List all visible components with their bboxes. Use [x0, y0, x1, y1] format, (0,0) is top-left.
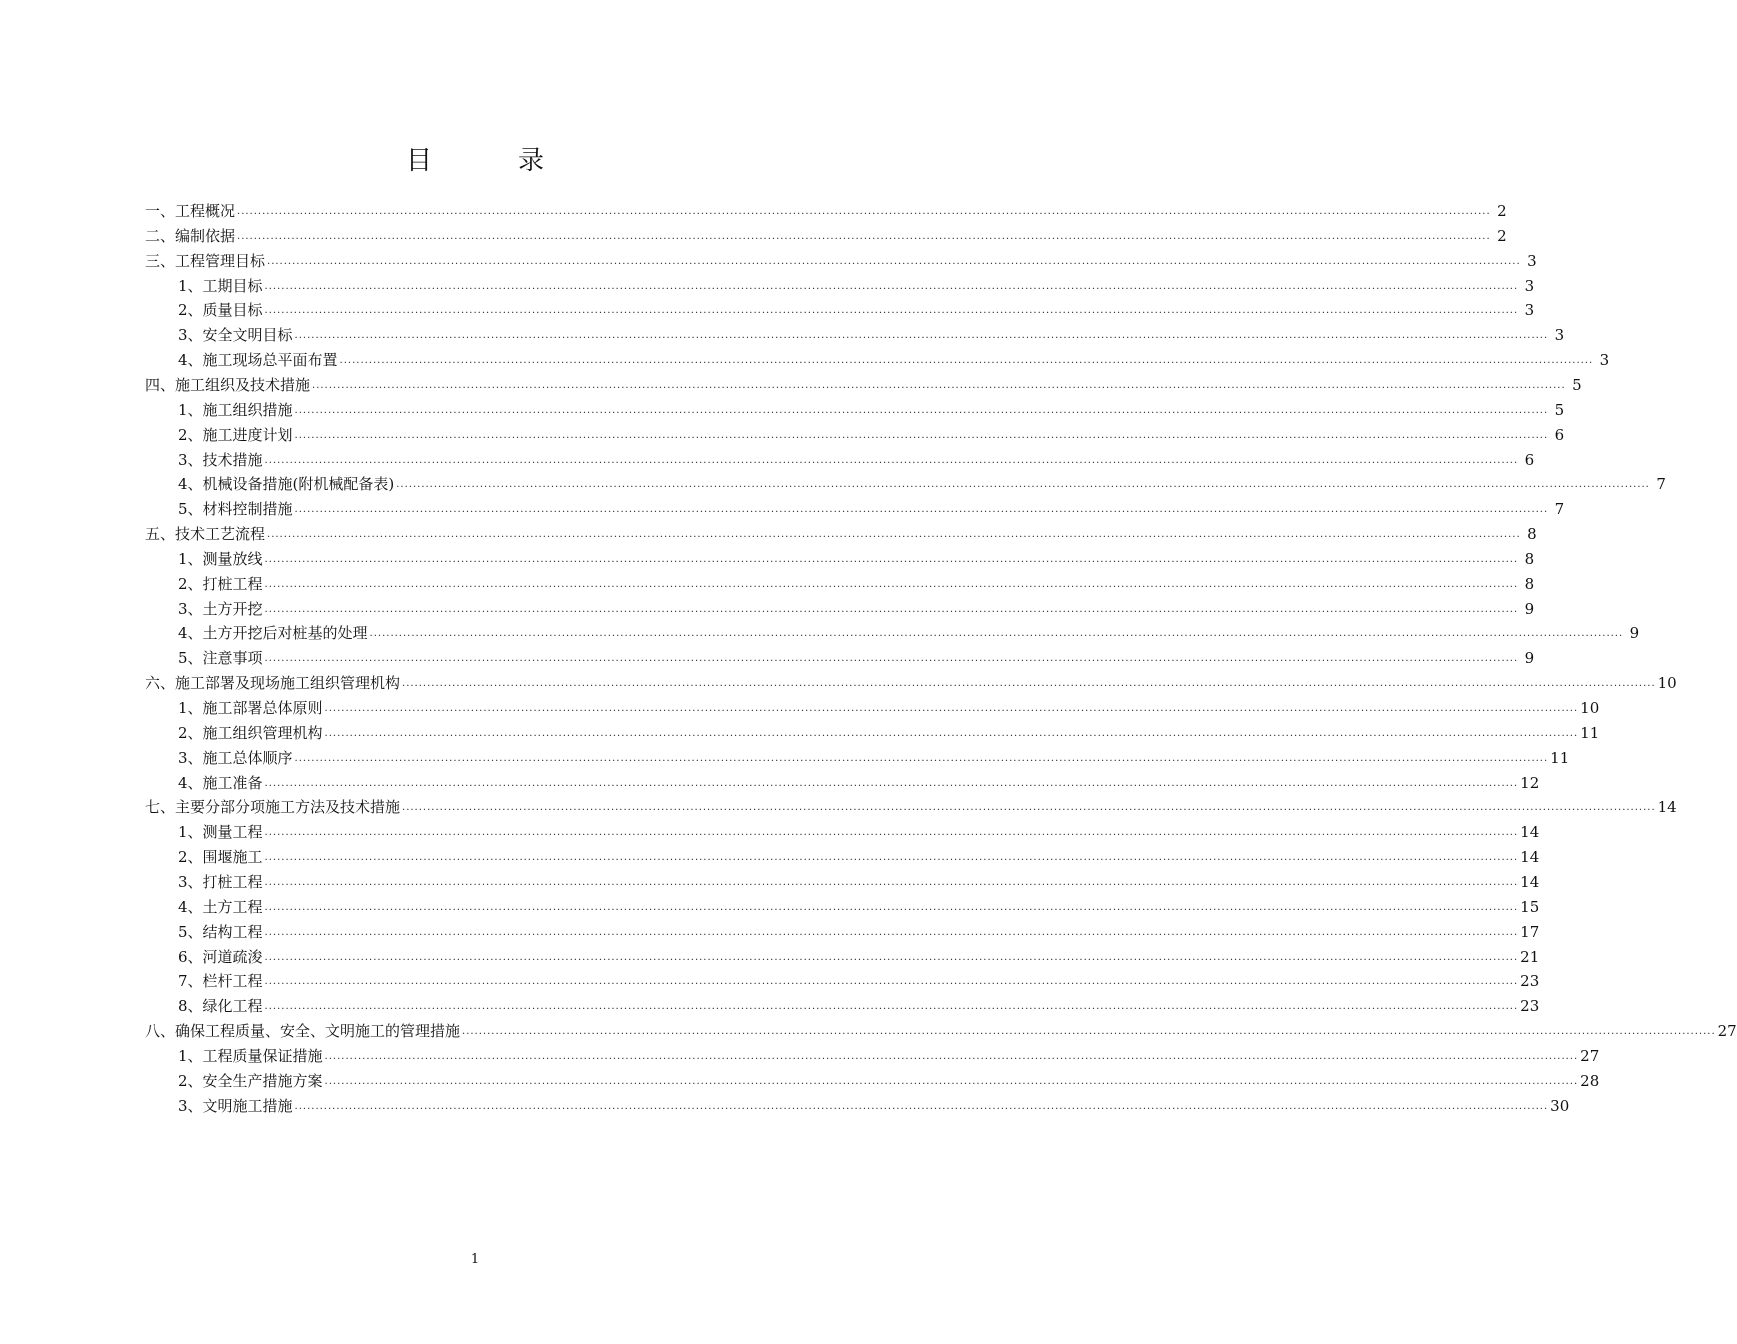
- toc-subsection-entry[interactable]: [178, 445, 1535, 469]
- toc-subsection-entry[interactable]: [178, 892, 1540, 916]
- toc-entry-label: 1、施工部署总体原则: [178, 699, 323, 717]
- toc-leader-dots: ............................................................................................................................................................................................................................................................................................................: [324, 1050, 1579, 1062]
- toc-subsection-entry[interactable]: [178, 295, 1535, 320]
- toc-subsection-entry[interactable]: [178, 1041, 1600, 1065]
- toc-entry-label: 1、工程质量保证措施: [178, 1046, 323, 1065]
- toc-section-entry[interactable]: [145, 792, 1677, 817]
- toc-entry-page: 27: [1717, 1022, 1737, 1041]
- toc-leader-dots: ............................................................................................................................................................................................................................................................................................................: [237, 230, 1491, 242]
- toc-section-entry[interactable]: [145, 246, 1537, 270]
- toc-entry-label: 2、施工组织管理机构: [178, 723, 323, 742]
- toc-subsection-entry[interactable]: [178, 718, 1600, 742]
- toc-entry-label: 3、安全文明目标: [178, 326, 293, 345]
- toc-entry-label: 1、工期目标: [178, 276, 263, 295]
- toc-subsection-entry[interactable]: [178, 618, 1640, 643]
- toc-leader-dots: ............................................................................................................................................................................................................................................................................................................: [264, 951, 1519, 963]
- toc-entry-label: 5、注意事项: [178, 649, 263, 668]
- toc-entry-label: 2、打桩工程: [178, 574, 263, 593]
- toc-leader-dots: ............................................................................................................................................................................................................................................................................................................: [294, 504, 1549, 516]
- toc-entry-page: 6: [1524, 450, 1535, 469]
- toc-entry-page: 7: [1656, 475, 1666, 494]
- toc-entry-label: 三、工程管理目标: [145, 251, 266, 270]
- toc-subsection-entry[interactable]: [178, 991, 1540, 1016]
- toc-entry-page: 7: [1554, 500, 1565, 519]
- toc-entry-label: 3、施工总体顺序: [178, 748, 293, 767]
- toc-entry-page: 23: [1520, 997, 1540, 1016]
- toc-section-entry[interactable]: [145, 1016, 1737, 1041]
- toc-entry-label: 四、施工组织及技术措施: [145, 375, 311, 394]
- toc-subsection-entry[interactable]: [178, 917, 1540, 941]
- toc-entry-label: 2、安全生产措施方案: [178, 1071, 323, 1090]
- toc-section-entry[interactable]: [145, 668, 1677, 693]
- toc-entry-label: 2、围堰施工: [178, 848, 263, 867]
- toc-entry-page: 3: [1527, 251, 1537, 270]
- toc-entry-page: 3: [1524, 301, 1535, 320]
- toc-subsection-entry[interactable]: [178, 395, 1565, 419]
- toc-entry-page: 3: [1599, 351, 1610, 370]
- toc-entry-page: 9: [1524, 599, 1535, 618]
- toc-leader-dots: ............................................................................................................................................................................................................................................................................................................: [312, 379, 1566, 391]
- toc-leader-dots: ............................................................................................................................................................................................................................................................................................................: [267, 529, 1521, 541]
- toc-leader-dots: ............................................................................................................................................................................................................................................................................................................: [294, 330, 1549, 342]
- toc-entry-page: 11: [1550, 748, 1570, 767]
- toc-entry-page: 14: [1520, 848, 1540, 867]
- toc-entry-page: 9: [1524, 649, 1535, 668]
- toc-entry-page: 27: [1580, 1046, 1600, 1065]
- toc-entry-page: 11: [1580, 723, 1600, 742]
- toc-subsection-entry[interactable]: [178, 494, 1565, 519]
- toc-leader-dots: ............................................................................................................................................................................................................................................................................................................: [264, 901, 1519, 913]
- toc-subsection-entry[interactable]: [178, 942, 1540, 966]
- toc-entry-label: 4、土方开挖后对桩基的处理: [178, 624, 368, 643]
- toc-entry-label: 2、施工进度计划: [178, 425, 293, 444]
- toc-subsection-entry[interactable]: [178, 842, 1540, 867]
- toc-subsection-entry[interactable]: [178, 966, 1540, 991]
- toc-entry-page: 6: [1554, 425, 1565, 444]
- toc-entry-page: 17: [1520, 922, 1540, 941]
- toc-section-entry[interactable]: [145, 370, 1582, 394]
- toc-entry-label: 1、测量放线: [178, 549, 263, 568]
- toc-leader-dots: ............................................................................................................................................................................................................................................................................................................: [264, 454, 1519, 466]
- toc-entry-label: 1、施工组织措施: [178, 400, 293, 419]
- toc-leader-dots: ............................................................................................................................................................................................................................................................................................................: [294, 752, 1549, 764]
- toc-entry-page: 9: [1629, 624, 1640, 643]
- toc-entry-page: 28: [1580, 1071, 1600, 1090]
- toc-entry-page: 21: [1520, 947, 1540, 966]
- toc-leader-dots: ............................................................................................................................................................................................................................................................................................................: [264, 777, 1519, 789]
- toc-leader-dots: ............................................................................................................................................................................................................................................................................................................: [369, 628, 1624, 640]
- toc-entry-label: 4、机械设备措施(附机械配备表): [178, 475, 395, 494]
- toc-subsection-entry[interactable]: [178, 320, 1565, 345]
- toc-leader-dots: ............................................................................................................................................................................................................................................................................................................: [294, 404, 1549, 416]
- toc-entry-label: 2、质量目标: [178, 301, 263, 320]
- toc-section-entry[interactable]: [145, 519, 1537, 544]
- toc-entry-page: 8: [1527, 525, 1537, 544]
- toc-leader-dots: ............................................................................................................................................................................................................................................................................................................: [264, 553, 1519, 565]
- toc-subsection-entry[interactable]: [178, 643, 1535, 668]
- toc-leader-dots: ............................................................................................................................................................................................................................................................................................................: [324, 703, 1579, 714]
- toc-leader-dots: ............................................................................................................................................................................................................................................................................................................: [339, 355, 1594, 367]
- toc-entry-label: 4、土方工程: [178, 897, 263, 916]
- toc-entry-label: 七、主要分部分项施工方法及技术措施: [145, 798, 401, 817]
- toc-entry-page: 8: [1524, 574, 1535, 593]
- toc-leader-dots: ............................................................................................................................................................................................................................................................................................................: [264, 876, 1519, 888]
- toc-entry-label: 八、确保工程质量、安全、文明施工的管理措施: [145, 1022, 461, 1041]
- toc-entry-label: 一、工程概况: [145, 202, 236, 220]
- toc-entry-page: 15: [1520, 897, 1540, 916]
- toc-entry-label: 7、栏杆工程: [178, 972, 263, 991]
- toc-leader-dots: ............................................................................................................................................................................................................................................................................................................: [264, 305, 1519, 317]
- toc-entry-page: 3: [1554, 326, 1565, 345]
- toc-entry-label: 4、施工准备: [178, 773, 263, 792]
- toc-leader-dots: ............................................................................................................................................................................................................................................................................................................: [324, 1075, 1579, 1087]
- toc-entry-label: 二、编制依据: [145, 226, 236, 245]
- toc-subsection-entry[interactable]: [178, 544, 1535, 568]
- toc-subsection-entry[interactable]: [178, 1066, 1600, 1090]
- page-title: 目 录: [405, 146, 574, 176]
- toc-entry-page: 14: [1520, 823, 1540, 842]
- toc-subsection-entry[interactable]: [178, 867, 1540, 891]
- toc-leader-dots: ............................................................................................................................................................................................................................................................................................................: [264, 852, 1519, 864]
- toc-leader-dots: ............................................................................................................................................................................................................................................................................................................: [402, 802, 1656, 814]
- toc-leader-dots: ............................................................................................................................................................................................................................................................................................................: [462, 1026, 1716, 1038]
- toc-entry-page: 10: [1580, 699, 1600, 717]
- toc-entry-page: 12: [1520, 773, 1540, 792]
- toc-entry-page: 2: [1497, 226, 1507, 245]
- toc-entry-page: 3: [1524, 276, 1535, 295]
- toc-entry-label: 3、土方开挖: [178, 599, 263, 618]
- toc-entry-label: 五、技术工艺流程: [145, 525, 266, 544]
- toc-section-entry[interactable]: [145, 196, 1507, 220]
- toc-subsection-entry[interactable]: [178, 420, 1565, 444]
- toc-entry-label: 5、材料控制措施: [178, 500, 293, 519]
- toc-subsection-entry[interactable]: [178, 345, 1610, 370]
- toc-entry-label: 1、测量工程: [178, 823, 263, 842]
- toc-entry-label: 3、打桩工程: [178, 872, 263, 891]
- toc-entry-label: 4、施工现场总平面布置: [178, 351, 338, 370]
- toc-subsection-entry[interactable]: [178, 768, 1540, 792]
- toc-entry-label: 3、文明施工措施: [178, 1096, 293, 1115]
- toc-entry-label: 3、技术措施: [178, 450, 263, 469]
- toc-leader-dots: ............................................................................................................................................................................................................................................................................................................: [237, 206, 1491, 217]
- toc-entry-page: 30: [1550, 1096, 1570, 1115]
- toc-subsection-entry[interactable]: [178, 271, 1535, 295]
- toc-leader-dots: ............................................................................................................................................................................................................................................................................................................: [264, 926, 1519, 938]
- toc-entry-page: 5: [1572, 375, 1582, 394]
- toc-entry-page: 2: [1497, 202, 1507, 220]
- toc-entry-label: 8、绿化工程: [178, 997, 263, 1016]
- toc-subsection-entry[interactable]: [178, 469, 1666, 494]
- toc-entry-page: 10: [1657, 674, 1677, 693]
- toc-section-entry[interactable]: [145, 221, 1507, 245]
- toc-subsection-entry[interactable]: [178, 743, 1570, 767]
- toc-entry-page: 5: [1554, 400, 1565, 419]
- toc-entry-label: 5、结构工程: [178, 922, 263, 941]
- toc-entry-page: 23: [1520, 972, 1540, 991]
- toc-entry-label: 6、河道疏浚: [178, 947, 263, 966]
- toc-subsection-entry[interactable]: [178, 569, 1535, 593]
- toc-entry-page: 14: [1520, 872, 1540, 891]
- toc-leader-dots: ............................................................................................................................................................................................................................................................................................................: [324, 727, 1579, 739]
- toc-leader-dots: ............................................................................................................................................................................................................................................................................................................: [267, 255, 1521, 267]
- toc-leader-dots: ............................................................................................................................................................................................................................................................................................................: [264, 280, 1519, 292]
- toc-leader-dots: ............................................................................................................................................................................................................................................................................................................: [294, 429, 1549, 441]
- toc-entry-page: 8: [1524, 549, 1535, 568]
- toc-subsection-entry[interactable]: [178, 693, 1600, 717]
- toc-leader-dots: ............................................................................................................................................................................................................................................................................................................: [264, 976, 1519, 988]
- page-number: 1: [470, 1252, 480, 1267]
- toc-entry-page: 14: [1657, 798, 1677, 817]
- toc-leader-dots: ............................................................................................................................................................................................................................................................................................................: [264, 603, 1519, 615]
- toc-leader-dots: ............................................................................................................................................................................................................................................................................................................: [396, 479, 1650, 491]
- toc-leader-dots: ............................................................................................................................................................................................................................................................................................................: [264, 578, 1519, 590]
- toc-leader-dots: ............................................................................................................................................................................................................................................................................................................: [264, 827, 1519, 839]
- toc-subsection-entry[interactable]: [178, 1091, 1570, 1115]
- toc-entry-label: 六、施工部署及现场施工组织管理机构: [145, 674, 401, 693]
- toc-leader-dots: ............................................................................................................................................................................................................................................................................................................: [402, 678, 1656, 690]
- toc-subsection-entry[interactable]: [178, 817, 1540, 842]
- toc-leader-dots: ............................................................................................................................................................................................................................................................................................................: [264, 653, 1519, 665]
- toc-leader-dots: ............................................................................................................................................................................................................................................................................................................: [264, 1001, 1519, 1013]
- toc-subsection-entry[interactable]: [178, 594, 1535, 618]
- toc-leader-dots: ............................................................................................................................................................................................................................................................................................................: [294, 1100, 1549, 1112]
